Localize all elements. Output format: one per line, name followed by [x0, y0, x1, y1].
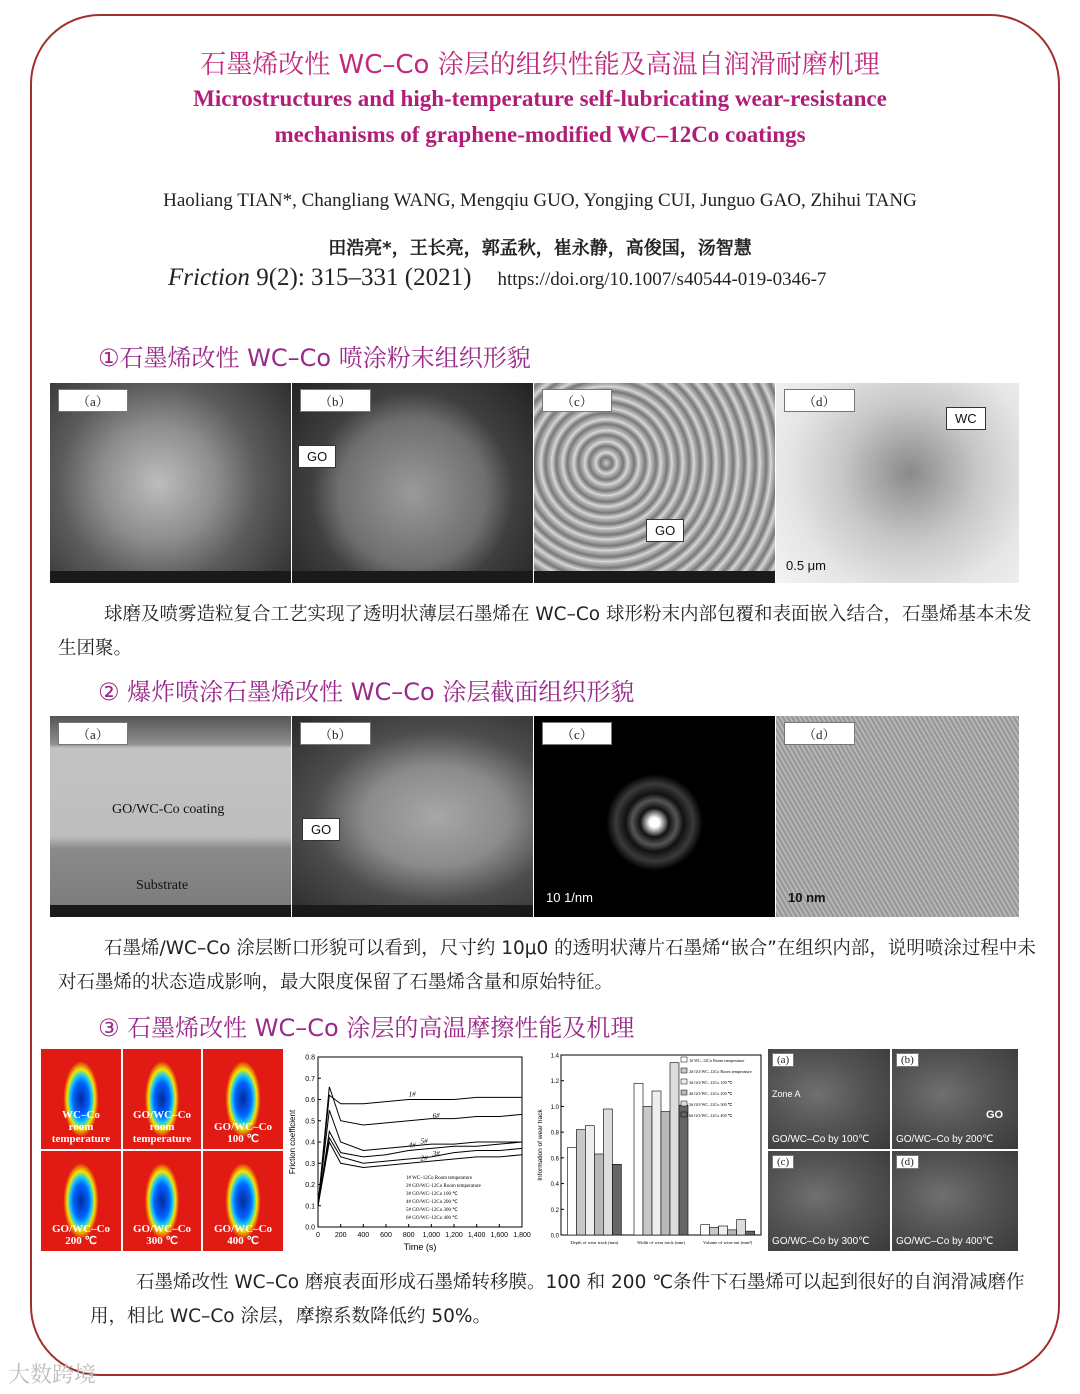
scale-bar: [50, 905, 291, 917]
series-label: 1#: [408, 1090, 416, 1099]
section1-heading: ①石墨烯改性 WC–Co 喷涂粉末组织形貌: [98, 344, 531, 372]
category-label: Depth of wear track (mm): [570, 1240, 619, 1245]
legend-entry: 6# GO/WC–12Co 400 ℃: [406, 1216, 458, 1221]
y-tick-label: 0.8: [550, 1130, 559, 1137]
ir-label: GO/WC–Co 100 ℃: [213, 1121, 273, 1145]
powder-tem-d: [776, 383, 1019, 583]
y-tick-label: 0.4: [305, 1139, 315, 1147]
wc-tag: WC: [946, 407, 986, 430]
y-tick-label: 0.6: [550, 1156, 559, 1163]
scale-bar: [292, 905, 533, 917]
category-label: Width of wear track (mm): [636, 1240, 686, 1245]
legend-swatch: [681, 1101, 687, 1106]
coating-fracture-b: [292, 716, 533, 917]
friction-chart: [286, 1049, 532, 1254]
section1-caption: 球磨及喷雾造粒复合工艺实现了透明状薄层石墨烯在 WC–Co 球形粉末内部包覆和表面嵌入结合，石墨烯基本未发生团聚。: [58, 604, 1032, 659]
bar: [728, 1230, 737, 1235]
section3-caption: 石墨烯改性 WC–Co 磨痕表面形成石墨烯转移膜。100 和 200 ℃条件下石墨烯可以起到很好的自润滑减磨作用，相比 WC–Co 涂层，摩擦系数降低约 50%。: [90, 1272, 1025, 1327]
section2-caption: 石墨烯/WC–Co 涂层断口形貌可以看到，尺寸约 10μ0 的透明状薄片石墨烯“嵌合”在组织内部，说明喷涂过程中未对石墨烯的状态造成影响，最大限度保留了石墨烯含量和原始特征。: [58, 938, 1036, 993]
legend-swatch: [681, 1112, 687, 1117]
wear-label: GO/WC–Co by 400℃: [896, 1236, 994, 1247]
wear-scar-c: [768, 1151, 890, 1251]
legend-swatch: [681, 1057, 687, 1062]
panel-label: (c): [772, 1155, 794, 1169]
wear-scar-a: [768, 1049, 890, 1149]
bar: [612, 1164, 621, 1235]
scale-label: 0.5 μm: [786, 558, 827, 573]
panel-label: (b): [896, 1053, 919, 1067]
panel-label: （d）: [784, 389, 855, 412]
scale-bar: [292, 571, 533, 583]
substrate-label: Substrate: [136, 878, 189, 893]
bar: [737, 1220, 746, 1235]
scale-label: 10 nm: [788, 890, 826, 905]
legend-entry: 2# GO/WC–12Co Room temperature: [406, 1184, 481, 1189]
scale-bar: [534, 571, 775, 583]
series-label: 5#: [420, 1137, 428, 1146]
panel-label: （c）: [542, 722, 612, 745]
title-english-line2: mechanisms of graphene-modified WC–12Co coatings: [274, 122, 806, 147]
x-tick-label: 1,200: [445, 1232, 463, 1239]
category-label: Volume of wear-out (mm³): [703, 1240, 753, 1245]
legend-swatch: [681, 1068, 687, 1073]
panel-label: （a）: [58, 389, 128, 412]
wear-track-chart-svg: [535, 1049, 765, 1254]
hrtem-d: [776, 716, 1019, 917]
watermark: 大数跨境: [8, 1363, 97, 1388]
ir-map-go-400: [203, 1151, 283, 1251]
y-tick-label: 0.7: [305, 1075, 315, 1083]
powder-sem-c: [534, 383, 775, 583]
series-label: 3#: [432, 1150, 440, 1158]
x-tick-label: 1,000: [422, 1232, 441, 1239]
title-chinese: 石墨烯改性 WC–Co 涂层的组织性能及高温自润滑耐磨机理: [200, 50, 880, 80]
bar: [679, 1105, 688, 1235]
panel-label: （d）: [784, 722, 855, 745]
y-tick-label: 0.2: [550, 1207, 559, 1214]
panel-label: （b）: [300, 722, 371, 745]
legend-entry: 5# GO/WC–12Co 300 ℃: [406, 1208, 458, 1213]
y-tick-label: 1.0: [550, 1104, 559, 1111]
volume-pages: 9(2): 315–331 (2021): [249, 264, 472, 291]
section3-heading: ③ 石墨烯改性 WC–Co 涂层的高温摩擦性能及机理: [98, 1014, 635, 1042]
y-axis-label: Information of wear track: [537, 1109, 544, 1181]
legend-entry: 1# WC–12Co Room temperature: [406, 1176, 473, 1181]
section2-heading: ② 爆炸喷涂石墨烯改性 WC–Co 涂层截面组织形貌: [98, 678, 635, 706]
powder-sem-a: [50, 383, 291, 583]
doi-link[interactable]: https://doi.org/10.1007/s40544-019-0346-7: [497, 269, 827, 290]
bar: [576, 1130, 585, 1235]
ir-map-go-rt: [123, 1049, 201, 1149]
ir-map-wc-co-rt: [41, 1049, 121, 1149]
bar: [661, 1112, 670, 1235]
bar: [634, 1083, 643, 1235]
bar: [701, 1225, 710, 1235]
bar: [746, 1231, 755, 1235]
legend-entry: 1# WC–12Co Room temperature: [689, 1058, 745, 1063]
authors-chinese: 田浩亮*，王长亮，郭孟秋，崔永静，高俊国，汤智慧: [328, 238, 752, 259]
bar: [643, 1106, 652, 1235]
ir-label: GO/WC–Co 300 ℃: [132, 1223, 192, 1247]
ir-map-go-200: [41, 1151, 121, 1251]
journal-name: Friction: [168, 264, 250, 291]
x-tick-label: 200: [334, 1232, 347, 1239]
scale-label: 10 1/nm: [546, 890, 593, 905]
wear-label: GO/WC–Co by 300℃: [772, 1236, 870, 1247]
authors-english: Haoliang TIAN*, Changliang WANG, Mengqiu GUO, Yongjing CUI, Junguo GAO, Zhihui TANG: [163, 190, 917, 211]
panel-label: (a): [772, 1053, 794, 1067]
x-tick-label: 800: [402, 1232, 415, 1239]
bar: [603, 1109, 612, 1235]
panel-label: (d): [896, 1155, 919, 1169]
legend-entry: 5# GO/WC–12Co 300 ℃: [689, 1102, 733, 1107]
x-tick-label: 1,400: [467, 1232, 486, 1239]
y-axis-label: Friction coefficient: [288, 1109, 297, 1175]
go-tag: GO: [646, 519, 684, 542]
x-tick-label: 400: [357, 1232, 370, 1239]
ir-map-go-300: [123, 1151, 201, 1251]
y-tick-label: 1.2: [550, 1079, 559, 1086]
citation: [168, 264, 826, 292]
x-tick-label: 1,800: [513, 1232, 531, 1239]
ir-map-go-100: [203, 1049, 283, 1149]
x-tick-label: 1,600: [490, 1232, 509, 1239]
ir-label: GO/WC–Co 400 ℃: [213, 1223, 273, 1247]
legend-entry: 4# GO/WC–12Co 200 ℃: [406, 1200, 458, 1205]
friction-chart-svg: [286, 1049, 532, 1254]
saed-pattern-c: [534, 716, 775, 917]
legend-entry: 4# GO/WC–12Co 200 ℃: [689, 1091, 733, 1096]
legend-entry: 2# GO/WC–12Co Room temperature: [689, 1069, 752, 1074]
x-tick-label: 600: [380, 1232, 392, 1239]
wear-label: GO/WC–Co by 200℃: [896, 1134, 994, 1145]
x-tick-label: 0: [316, 1232, 320, 1239]
y-tick-label: 0.2: [305, 1182, 315, 1189]
zone-label: Zone A: [772, 1089, 801, 1099]
panel-label: （a）: [58, 722, 128, 745]
legend-entry: 6# GO/WC–12Co 400 ℃: [689, 1113, 733, 1118]
scale-bar: [50, 571, 291, 583]
wear-track-chart: [535, 1049, 765, 1254]
series-label: 6#: [432, 1111, 440, 1120]
bar: [719, 1226, 728, 1235]
bar: [652, 1091, 661, 1235]
legend-swatch: [681, 1079, 687, 1084]
y-tick-label: 1.4: [550, 1053, 559, 1060]
ir-label: GO/WC–Co 200 ℃: [51, 1223, 111, 1247]
x-axis-label: Time (s): [403, 1242, 437, 1252]
y-tick-label: 0.4: [550, 1182, 559, 1189]
go-tag: GO: [298, 445, 336, 468]
y-tick-label: 0.0: [305, 1224, 315, 1232]
wear-scar-b: [892, 1049, 1018, 1149]
coating-label: GO/WC-Co coating: [112, 802, 225, 817]
y-tick-label: 0.8: [305, 1054, 315, 1062]
y-tick-label: 0.1: [305, 1203, 315, 1211]
powder-sem-b: [292, 383, 533, 583]
bar: [567, 1148, 576, 1235]
bar: [594, 1154, 603, 1235]
panel-label: （b）: [300, 389, 371, 412]
wear-scar-d: [892, 1151, 1018, 1251]
ir-label: WC–Co room temperature: [51, 1109, 111, 1145]
bar: [710, 1227, 719, 1235]
title-english-line1: Microstructures and high-temperature self-lubricating wear-resistance: [193, 86, 887, 111]
bar: [585, 1126, 594, 1235]
legend-entry: 3# GO/WC–12Co 100 ℃: [406, 1192, 458, 1197]
legend-entry: 3# GO/WC–12Co 100 ℃: [689, 1080, 733, 1085]
ir-label: GO/WC–Co room temperature: [132, 1109, 192, 1145]
y-tick-label: 0.6: [305, 1097, 315, 1104]
coating-cross-section-a: [50, 716, 291, 917]
legend-swatch: [681, 1090, 687, 1095]
y-tick-label: 0.5: [305, 1118, 315, 1126]
go-label: GO: [986, 1109, 1004, 1121]
series-label: 4#: [408, 1141, 416, 1150]
wear-label: GO/WC–Co by 100℃: [772, 1134, 870, 1145]
y-tick-label: 0.0: [550, 1233, 559, 1240]
y-tick-label: 0.3: [305, 1160, 315, 1168]
bar: [670, 1063, 679, 1235]
panel-label: （c）: [542, 389, 612, 412]
series-label: 2#: [420, 1154, 428, 1163]
go-tag: GO: [302, 818, 340, 841]
